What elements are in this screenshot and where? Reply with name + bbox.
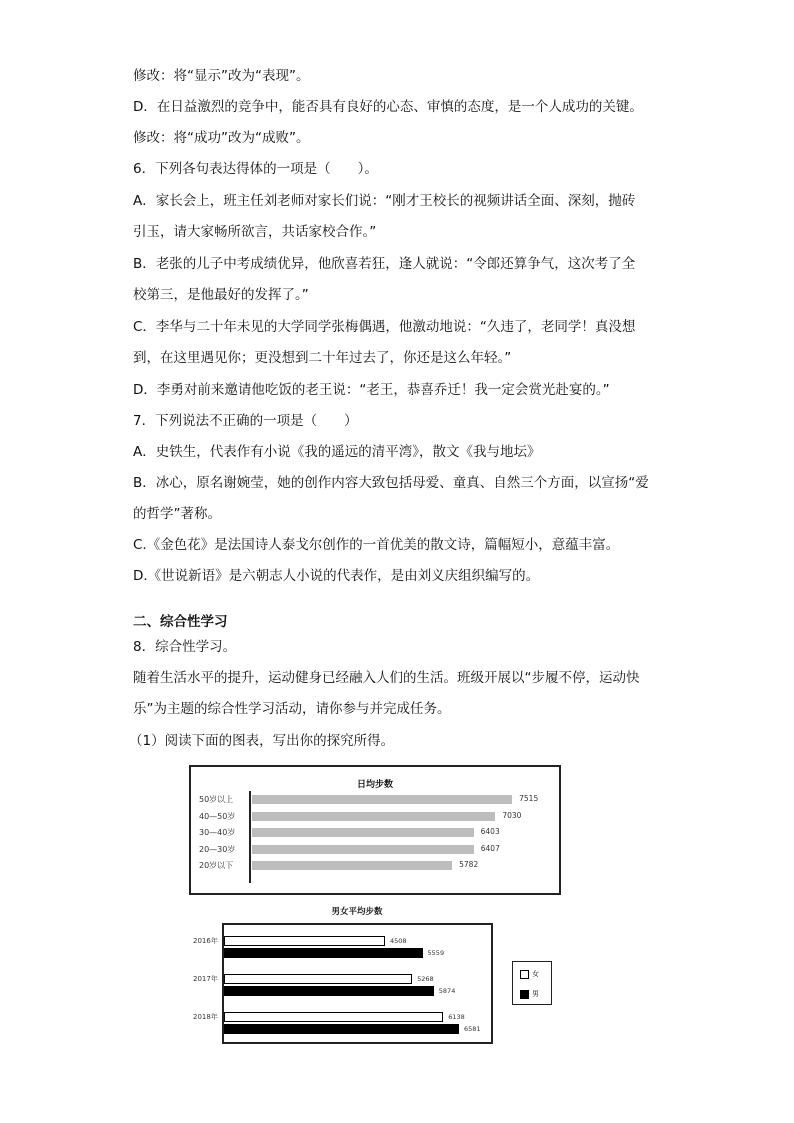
text-line: D．李勇对前来邀请他吃饭的老王说：“老王，恭喜乔迁！我一定会赏光赴宴的。” bbox=[133, 382, 610, 398]
legend-label-male: 男 bbox=[532, 990, 539, 998]
text-line: 随着生活水平的提升，运动健身已经融入人们的生活。班级开展以“步履不停，运动快 bbox=[133, 670, 640, 686]
text-line: 8．综合性学习。 bbox=[133, 639, 237, 655]
text-line: 乐”为主题的综合性学习活动，请你参与并完成任务。 bbox=[133, 701, 451, 717]
value-label: 6581 bbox=[464, 1025, 481, 1033]
bar bbox=[252, 795, 512, 804]
daily-steps-chart bbox=[189, 765, 561, 895]
text-line: （1）阅读下面的图表，写出你的探究所得。 bbox=[129, 733, 395, 749]
bar bbox=[252, 828, 474, 837]
value-label: 7030 bbox=[502, 811, 522, 820]
text-line: 修改：将“成功”改为“成败”。 bbox=[133, 130, 310, 146]
female-bar bbox=[224, 974, 412, 984]
value-label: 5874 bbox=[438, 987, 456, 995]
legend-swatch-female bbox=[520, 970, 529, 979]
legend-swatch-male bbox=[520, 990, 529, 999]
value-label: 6403 bbox=[480, 827, 500, 836]
value-label: 5782 bbox=[459, 860, 479, 869]
text-line: A．史铁生，代表作有小说《我的遥远的清平湾》，散文《我与地坛》 bbox=[133, 444, 541, 460]
year-label: 2018年 bbox=[193, 1013, 218, 1021]
gender-steps-label-column bbox=[175, 923, 220, 1040]
text-line: B．老张的儿子中考成绩优异，他欣喜若狂，逢人就说：“令郎还算争气，这次考了全 bbox=[133, 256, 636, 272]
gender-steps-chart bbox=[222, 923, 493, 1044]
text-line: 7．下列说法不正确的一项是（ ） bbox=[133, 413, 358, 429]
bar bbox=[252, 861, 452, 870]
text-line: D.《世说新语》是六朝志人小说的代表作，是由刘义庆组织编写的。 bbox=[133, 568, 540, 584]
daily-steps-chart-title: 日均步数 bbox=[356, 780, 393, 790]
value-label: 7515 bbox=[519, 794, 539, 803]
chart-legend bbox=[512, 961, 552, 1005]
category-label: 30—40岁 bbox=[199, 828, 236, 837]
category-label: 50岁以上 bbox=[199, 795, 234, 804]
bar bbox=[252, 812, 495, 821]
gender-steps-chart-title: 男女平均步数 bbox=[331, 907, 383, 917]
text-line: 6．下列各句表达得体的一项是（ ）。 bbox=[133, 161, 378, 177]
text-line: A．家长会上，班主任刘老师对家长们说：“刚才王校长的视频讲话全面、深刻，抛砖 bbox=[133, 193, 636, 209]
text-line: D．在日益激烈的竞争中，能否具有良好的心态、审慎的态度，是一个人成功的关键。 bbox=[133, 99, 643, 115]
category-label: 20—30岁 bbox=[199, 845, 236, 854]
text-line: B．冰心，原名谢婉莹，她的创作内容大致包括母爱、童真、自然三个方面，以宣扬“爱 bbox=[133, 475, 649, 491]
text-line: 校第三，是他最好的发挥了。” bbox=[133, 287, 309, 303]
value-label: 6138 bbox=[448, 1013, 465, 1021]
male-bar bbox=[224, 948, 423, 958]
daily-steps-axis-line bbox=[249, 791, 251, 883]
female-bar bbox=[224, 936, 385, 946]
value-label: 5268 bbox=[417, 975, 434, 983]
male-bar bbox=[224, 1024, 459, 1034]
value-label: 6407 bbox=[480, 844, 500, 853]
female-bar bbox=[224, 1012, 443, 1022]
male-bar bbox=[224, 986, 434, 996]
year-label: 2016年 bbox=[193, 937, 218, 945]
text-line: 修改：将“显示”改为“表现”。 bbox=[133, 68, 310, 84]
text-line: 到，在这里遇见你；更没想到二十年过去了，你还是这么年轻。” bbox=[133, 350, 512, 366]
year-label: 2017年 bbox=[193, 975, 218, 983]
value-label: 5559 bbox=[427, 949, 445, 957]
category-label: 20岁以下 bbox=[199, 861, 234, 870]
section-heading: 二、综合性学习 bbox=[133, 614, 228, 630]
bar bbox=[252, 845, 474, 854]
value-label: 4508 bbox=[390, 937, 407, 945]
text-line: 引玉，请大家畅所欲言，共话家校合作。” bbox=[133, 224, 377, 240]
text-line: 的哲学”著称。 bbox=[133, 506, 221, 522]
legend-label-female: 女 bbox=[532, 970, 539, 978]
category-label: 40—50岁 bbox=[199, 812, 236, 821]
text-line: C.《金色花》是法国诗人泰戈尔创作的一首优美的散文诗，篇幅短小，意蕴丰富。 bbox=[133, 537, 620, 553]
text-line: C．李华与二十年未见的大学同学张梅偶遇，他激动地说：“久违了，老同学！真没想 bbox=[133, 319, 636, 335]
